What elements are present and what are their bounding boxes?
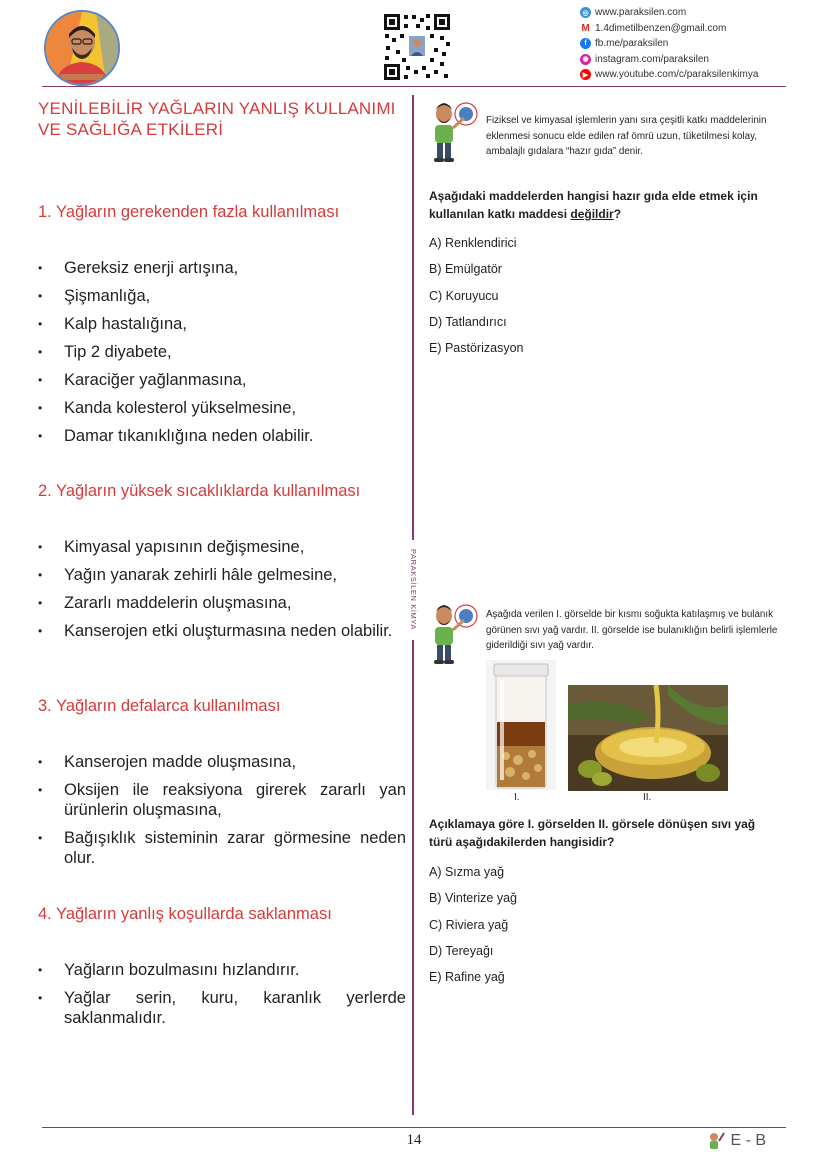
web-icon: ◎ — [580, 7, 591, 18]
section-4-list — [38, 960, 406, 1036]
footer-divider — [42, 1127, 786, 1128]
section-heading-2: 2. Yağların yüksek sıcaklıklarda kullanılması — [38, 482, 361, 500]
contact-facebook[interactable]: f fb.me/paraksilen — [580, 36, 810, 52]
list-item: • Kalp hastalığına, — [38, 314, 406, 334]
header-divider — [42, 86, 786, 87]
teacher-character-icon — [426, 600, 478, 666]
section-3-list — [38, 752, 406, 876]
image-label-2: II. — [643, 792, 652, 803]
option-a[interactable]: A) Sızma yağ — [429, 865, 505, 879]
q1-options — [429, 230, 769, 361]
list-item: • Yağlar serin, kuru, karanlık yerlerde saklanmalıdır. — [38, 988, 406, 1028]
list-item: • Kimyasal yapısının değişmesine, — [38, 537, 406, 557]
list-item: • Yağın yanarak zehirli hâle gelmesine, — [38, 565, 406, 585]
image-olive-oil-bowl — [568, 685, 728, 791]
contact-email[interactable]: M 1.4dimetilbenzen@gmail.com — [581, 22, 727, 34]
list-item: • Damar tıkanıklığına neden olabilir. — [38, 426, 406, 446]
q2-options — [429, 859, 769, 990]
list-item: • Şişmanlığa, — [38, 286, 406, 306]
section-2-list — [38, 537, 406, 649]
list-item: • Yağların bozulmasını hızlandırır. — [38, 960, 406, 980]
list-item: • Tip 2 diyabete, — [38, 342, 406, 362]
section-heading-4: 4. Yağların yanlış koşullarda saklanması — [38, 905, 332, 923]
option-b[interactable]: B) Emülgatör — [429, 262, 502, 277]
side-brand-label: PARAKSİLEN KİMYA — [404, 540, 422, 640]
mascot-icon — [706, 1131, 726, 1151]
option-c[interactable]: C) Riviera yağ — [429, 917, 509, 932]
list-item: • Kanserojen madde oluşmasına, — [38, 752, 406, 772]
page-number: 14 — [406, 1132, 422, 1148]
list-item: • Zararlı maddelerin oluşmasına, — [38, 593, 406, 613]
section-heading-3: 3. Yağların defalarca kullanılması — [38, 697, 281, 715]
q2-question: Açıklamaya göre I. görselden II. görsele dönüşen sıvı yağ türü aşağıdakilerden hangisidir? — [429, 817, 756, 849]
option-e[interactable]: E) Pastörizasyon — [429, 341, 524, 356]
teacher-character-icon — [426, 98, 478, 164]
author-avatar — [44, 10, 120, 86]
image-label-1: I. — [514, 792, 520, 803]
contact-website[interactable]: ◎ www.paraksilen.com — [580, 5, 810, 21]
option-a[interactable]: A) Renklendirici — [429, 236, 517, 250]
contact-instagram[interactable]: ◉ instagram.com/paraksilen — [580, 52, 810, 68]
contact-youtube[interactable]: ▶ www.youtube.com/c/paraksilenkimya — [580, 67, 810, 83]
image-jar-cloudy-oil — [486, 660, 556, 790]
section-1-list — [38, 258, 406, 454]
facebook-icon: f — [580, 38, 591, 49]
option-c[interactable]: C) Koruyucu — [429, 288, 499, 303]
list-item: • Karaciğer yağlanmasına, — [38, 370, 406, 390]
q1-question: Aşağıdaki maddelerden hangisi hazır gıda elde etmek için kullanılan katkı maddesi değildir? — [429, 189, 758, 221]
instagram-icon: ◉ — [580, 54, 591, 65]
q2-intro: Aşağıda verilen I. görselde bir kısmı soğukta katılaşmış ve bulanık görünen sıvı yağ vardır. II. görselde ise bulanıklığın belirli işlemlerle giderildiği sıvı yağ vardır. — [486, 609, 778, 651]
list-item: • Oksijen ile reaksiyona girerek zararlı yan ürünlerin oluşmasına, — [38, 780, 406, 820]
list-item: • Kanserojen etki oluşturmasına neden olabilir. — [38, 621, 406, 641]
footer-brand: E - B — [706, 1131, 766, 1151]
option-e[interactable]: E) Rafine yağ — [429, 970, 505, 985]
section-heading-1: 1. Yağların gerekenden fazla kullanılması — [38, 203, 340, 221]
q1-intro: Fiziksel ve kimyasal işlemlerin yanı sıra çeşitli katkı maddelerinin eklenmesi sonucu elde edilen raf ömrü uzun, tüketilmesi kolay, ambalajlı gıdalara “hazır gıda” denir. — [486, 115, 767, 157]
list-item: • Kanda kolesterol yükselmesine, — [38, 398, 406, 418]
option-d[interactable]: D) Tatlandırıcı — [429, 314, 507, 329]
qr-code[interactable] — [382, 12, 452, 82]
page-title: YENİLEBİLİR YAĞLARIN YANLIŞ KULLANIMI VE SAĞLIĞA ETKİLERİ — [38, 99, 396, 139]
gmail-icon: M — [581, 22, 590, 34]
list-item: • Bağışıklık sisteminin zarar görmesine neden olur. — [38, 828, 406, 868]
contact-list — [580, 5, 810, 83]
option-b[interactable]: B) Vinterize yağ — [429, 891, 518, 906]
youtube-icon: ▶ — [580, 69, 591, 80]
option-d[interactable]: D) Tereyağı — [429, 943, 494, 958]
list-item: • Gereksiz enerji artışına, — [38, 258, 406, 278]
